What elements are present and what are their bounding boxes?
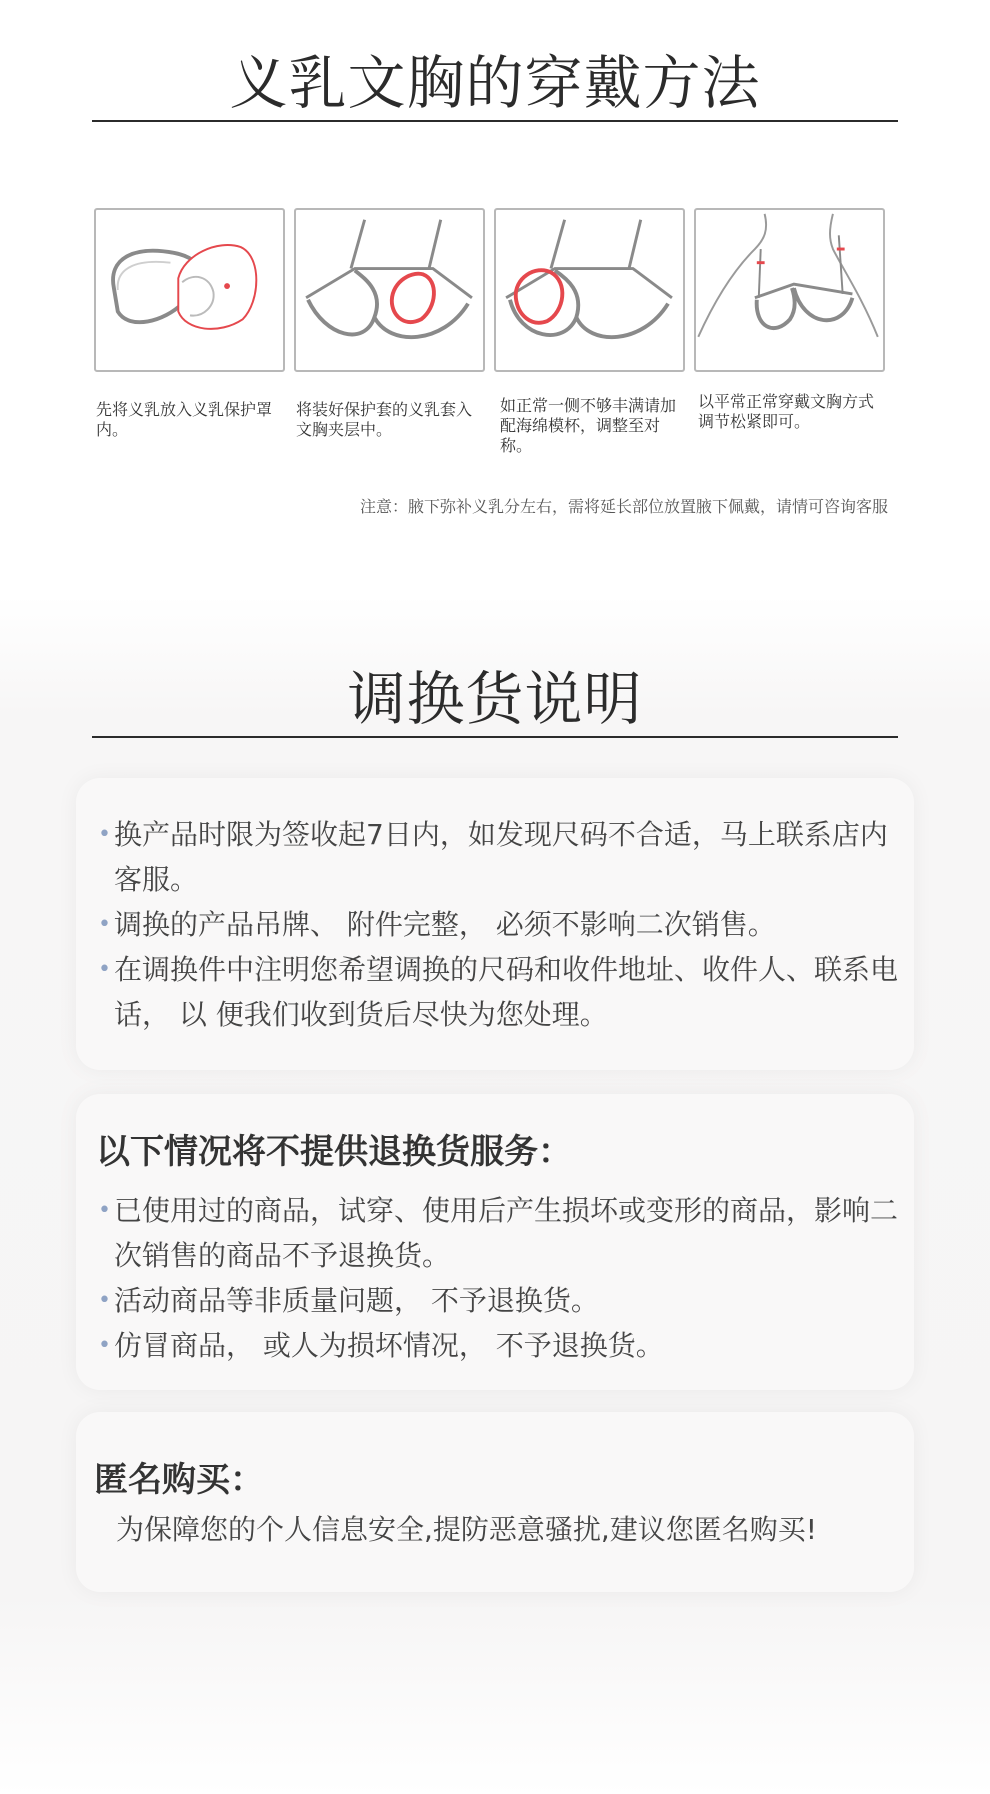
step-3-text: 如正常一侧不够丰满请加配海绵模杯，调整至对称。 (500, 396, 677, 455)
bullet-dot-icon: • (98, 822, 111, 847)
no-return-bullet-2: • 活动商品等非质量问题， 不予退换货。 (98, 1278, 898, 1323)
foam-cup-icon (496, 210, 683, 370)
step-4-illustration (694, 208, 885, 372)
exchange-title: 调换货说明 (347, 665, 643, 733)
no-return-bullet-1: • 已使用过的商品，试穿、使用后产生损坏或变形的商品，影响二次销售的商品不予退换货。 (98, 1188, 898, 1278)
step-1-text: 先将义乳放入义乳保护罩内。 (96, 400, 273, 439)
bullet-dot-icon: • (98, 1198, 111, 1223)
exchange-bullet-1: • 换产品时限为签收起7日内，如发现尺码不合适，马上联系店内客服。 (98, 812, 898, 902)
prosthesis-cover-icon (96, 210, 283, 370)
bullet-dot-icon: • (98, 912, 111, 937)
step-1-illustration (94, 208, 285, 372)
anonymous-card (76, 1412, 914, 1592)
anonymous-heading: 匿名购买： (94, 1460, 264, 1500)
bullet-dot-icon: • (98, 957, 111, 982)
bullet-dot-icon: • (98, 1288, 111, 1313)
no-return-bullet-3: • 仿冒商品， 或人为损坏情况， 不予退换货。 (98, 1323, 898, 1368)
wearing-note: 注意：腋下弥补义乳分左右，需将延长部位放置腋下佩戴，请情可咨询客服 (359, 497, 888, 516)
bullet-dot-icon: • (98, 1333, 111, 1358)
wearing-title: 义乳文胸的穿戴方法 (229, 49, 761, 117)
exchange-bullet-2: • 调换的产品吊牌、 附件完整， 必须不影响二次销售。 (98, 902, 898, 947)
step-4-text: 以平常正常穿戴文胸方式调节松紧即可。 (698, 392, 875, 431)
anonymous-text: 为保障您的个人信息安全,提防恶意骚扰,建议您匿名购买! (116, 1513, 818, 1546)
title-underline (92, 120, 898, 122)
wearing-bra-icon (696, 210, 883, 370)
step-3-illustration (494, 208, 685, 372)
wearing-steps (94, 208, 890, 374)
bra-insert-icon (296, 210, 483, 370)
exchange-title-underline (92, 736, 898, 738)
exchange-bullet-3: • 在调换件中注明您希望调换的尺码和收件地址、收件人、联系电话， 以 便我们收到货后尽快为您处理。 (98, 947, 898, 1037)
no-return-heading: 以下情况将不提供退换货服务： (96, 1132, 572, 1172)
step-2-text: 将装好保护套的义乳套入文胸夹层中。 (296, 400, 473, 439)
step-2-illustration (294, 208, 485, 372)
